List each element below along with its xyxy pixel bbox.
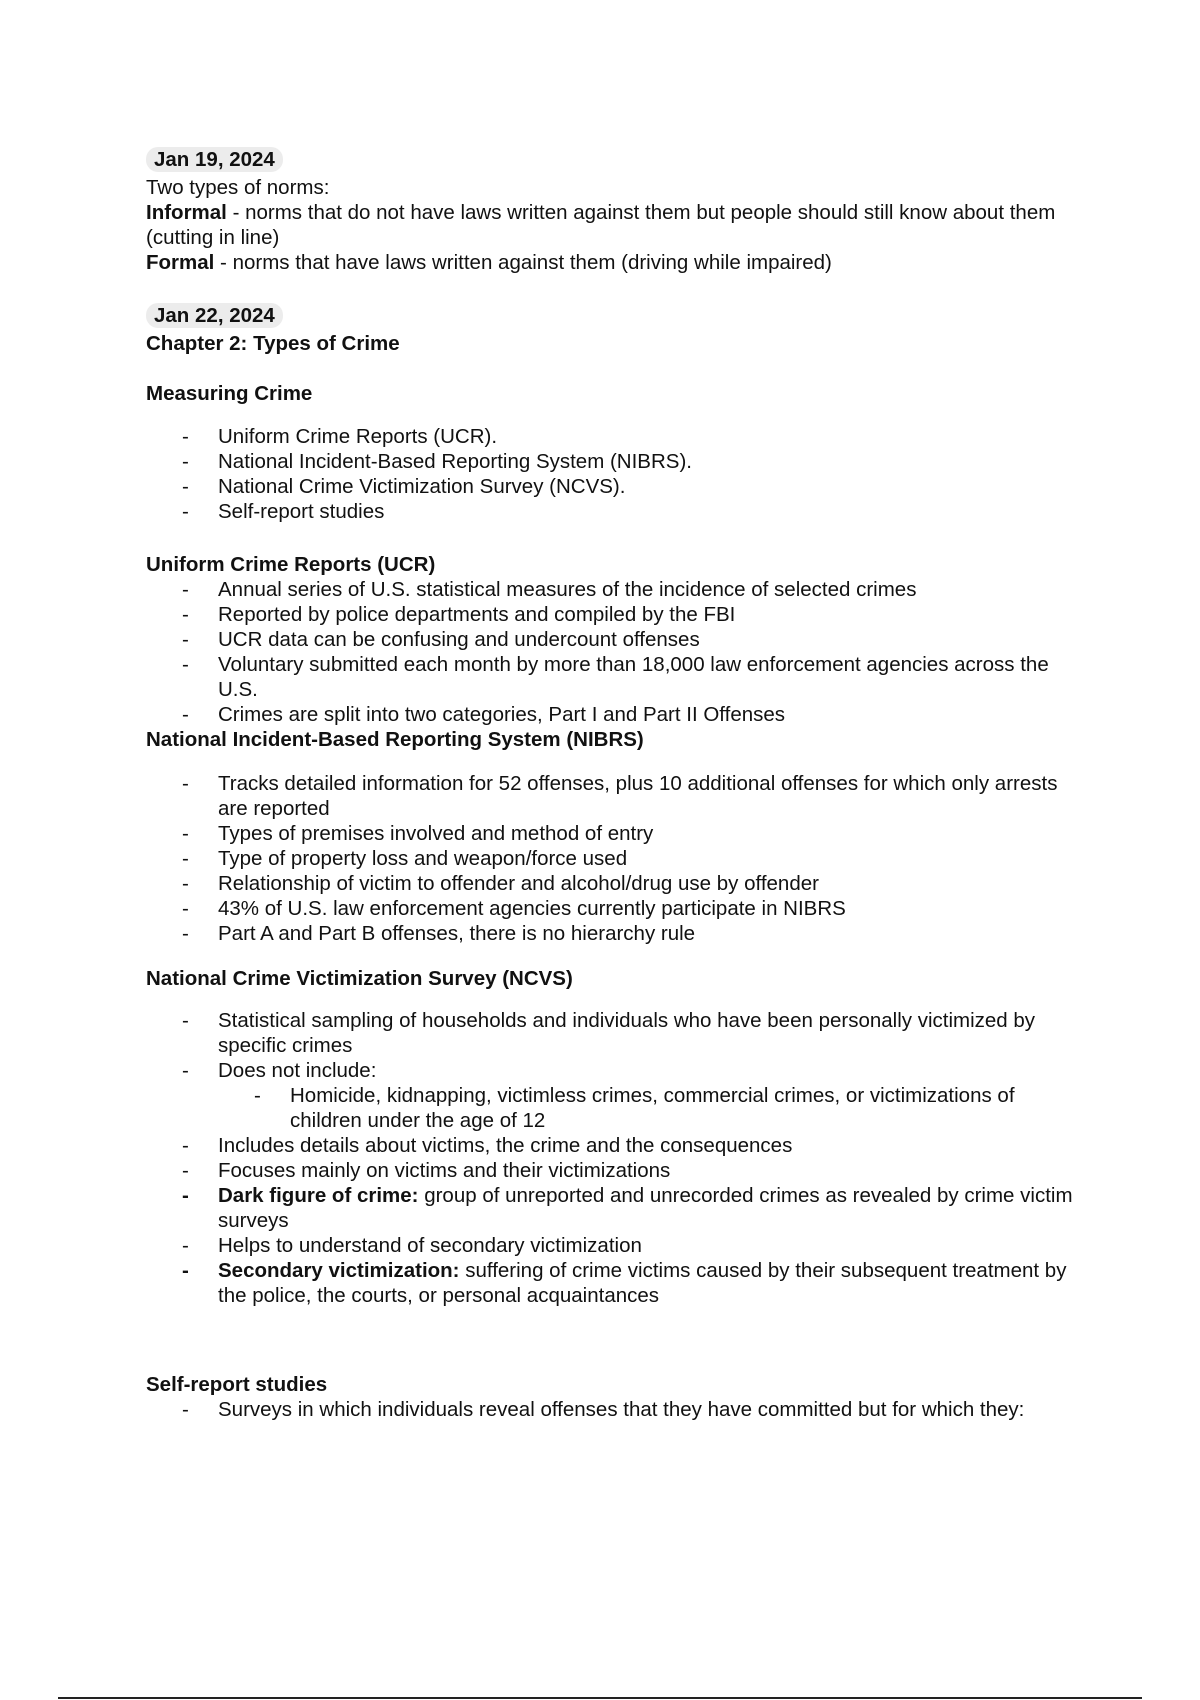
list-item-text: Statistical sampling of households and individuals who have been personally victimized by specific crimes [218,1009,1036,1057]
list-item-text: Helps to understand of secondary victimization [218,1234,642,1257]
informal-definition [146,200,1086,250]
bullet-dash: - [182,1184,189,1207]
list-item-text: National Crime Victimization Survey (NCVS). [218,475,626,498]
bullet-dash: - [182,475,189,498]
bullet-dash: - [182,653,189,676]
list-item-text: Voluntary submitted each month by more than 18,000 law enforcement agencies across the U.S. [218,653,1049,701]
bullet-dash: - [182,872,189,895]
bullet-dash: - [182,822,189,845]
bullet-dash: - [182,703,189,726]
bullet-dash: - [182,578,189,601]
list-item-text: Crimes are split into two categories, Part I and Part II Offenses [218,703,786,726]
list-item-text: Dark figure of crime: group of unreported and unrecorded crimes as revealed by crime victim surveys [218,1184,1073,1232]
dark-figure-term: Dark figure of crime: [218,1184,419,1207]
chapter-title: Chapter 2: Types of Crime [146,332,400,355]
list-item-text: Surveys in which individuals reveal offenses that they have committed but for which they: [218,1398,1025,1421]
list-item-text: Types of premises involved and method of entry [218,822,654,845]
list-item-text: Includes details about victims, the crime and the consequences [218,1134,793,1157]
page-bottom-rule [58,1697,1142,1699]
bullet-dash: - [182,1159,189,1182]
bullet-dash: - [182,922,189,945]
bullet-dash: - [182,847,189,870]
bullet-dash: - [182,897,189,920]
list-item-text: Part A and Part B offenses, there is no hierarchy rule [218,922,696,945]
ucr-heading: Uniform Crime Reports (UCR) [146,553,436,576]
formal-term: Formal [146,251,215,274]
list-item-text: Homicide, kidnapping, victimless crimes, commercial crimes, or victimizations of children under the age of 12 [290,1084,1015,1132]
list-item-text: Relationship of victim to offender and alcohol/drug use by offender [218,872,819,895]
list-item-text: 43% of U.S. law enforcement agencies currently participate in NIBRS [218,897,846,920]
formal-text: - norms that have laws written against them (driving while impaired) [214,251,832,274]
formal-definition [146,250,1086,275]
list-item-text: UCR data can be confusing and undercount offenses [218,628,700,651]
bullet-dash: - [182,425,189,448]
bullet-dash: - [182,450,189,473]
bullet-dash: - [182,1234,189,1257]
bullet-dash: - [254,1084,261,1107]
list-item-text: Annual series of U.S. statistical measures of the incidence of selected crimes [218,578,917,601]
selfreport-heading: Self-report studies [146,1373,328,1396]
secondary-victimization-term: Secondary victimization: [218,1259,460,1282]
bullet-dash: - [182,1009,189,1032]
ncvs-heading: National Crime Victimization Survey (NCVS) [146,967,573,990]
bullet-dash: - [182,628,189,651]
list-item-text: National Incident-Based Reporting System (NIBRS). [218,450,692,473]
bullet-dash: - [182,1059,189,1082]
informal-term: Informal [146,201,227,224]
list-item-text: Uniform Crime Reports (UCR). [218,425,498,448]
bullet-dash: - [182,603,189,626]
informal-text: - norms that do not have laws written against them but people should still know about them (cutting in line) [146,201,1056,249]
list-item-text: Does not include: [218,1059,377,1082]
list-item-text: Type of property loss and weapon/force used [218,847,628,870]
date-chip-jan22: Jan 22, 2024 [146,303,1086,328]
bullet-dash: - [182,772,189,795]
bullet-dash: - [182,500,189,523]
bullet-dash: - [182,1259,189,1282]
bullet-dash: - [182,1398,189,1421]
list-item-text: Self-report studies [218,500,385,523]
date-chip-jan19: Jan 19, 2024 [146,147,1086,172]
list-item-text: Secondary victimization: suffering of crime victims caused by their subsequent treatment by the police, the courts, or personal acquaintances [218,1259,1067,1307]
norms-intro: Two types of norms: [146,176,330,199]
list-item-text: Reported by police departments and compiled by the FBI [218,603,736,626]
measuring-heading: Measuring Crime [146,382,313,405]
list-item-text: Focuses mainly on victims and their victimizations [218,1159,671,1182]
bullet-dash: - [182,1134,189,1157]
nibrs-heading: National Incident-Based Reporting System (NIBRS) [146,728,644,751]
list-item-text: Tracks detailed information for 52 offenses, plus 10 additional offenses for which only arrests are reported [218,772,1058,820]
